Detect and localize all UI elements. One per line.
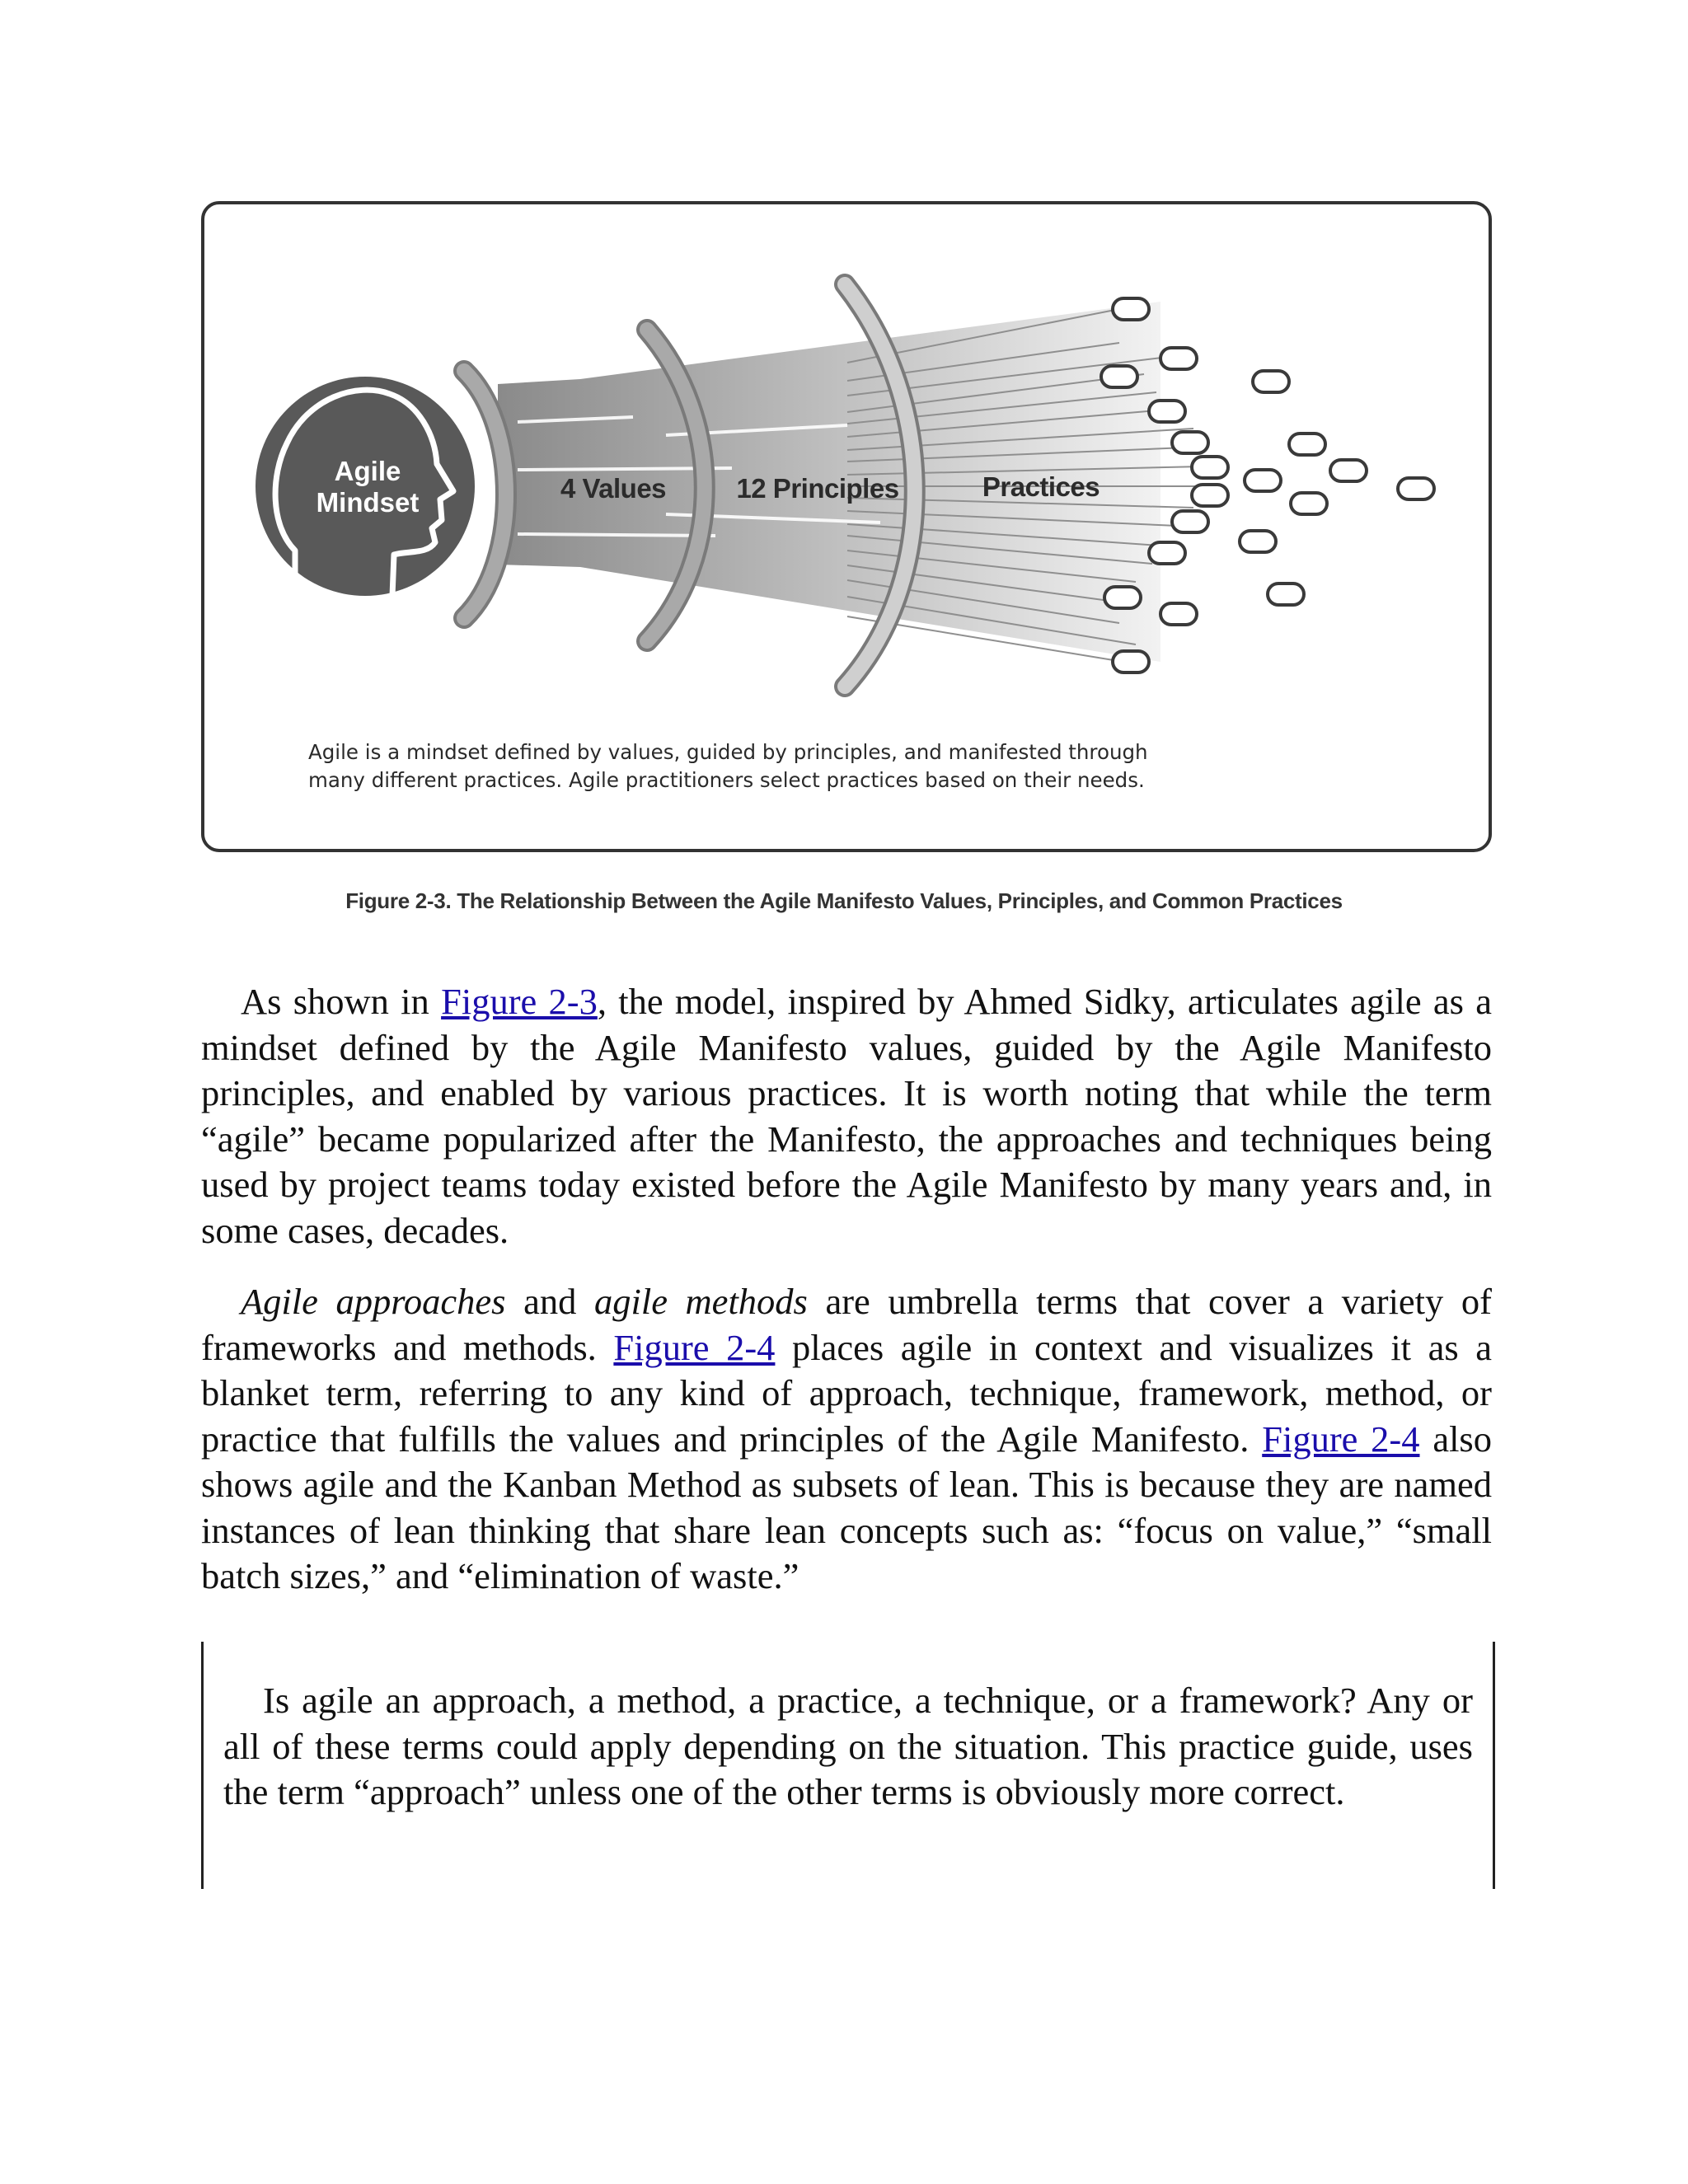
principles-label: 12 Principles [736, 473, 899, 504]
practice-pill [1330, 460, 1367, 481]
practices-label: Practices [982, 471, 1100, 502]
callout-box [201, 1642, 1495, 1889]
term-agile-approaches: Agile approaches [241, 1281, 506, 1322]
mindset-circle [256, 377, 475, 596]
practice-pill [1268, 583, 1304, 605]
practice-pill [1104, 587, 1141, 608]
practice-pill [1172, 432, 1208, 453]
figure-frame [201, 201, 1492, 852]
practice-pill [1240, 531, 1276, 552]
practice-pill [1172, 511, 1208, 532]
callout-body: Is agile an approach, a method, a practice, a technique, or a framework? Any or all of these terms could apply depending on the situation. This practice guide, uses the term “approach” unless one of the other terms is obviously more correct. [223, 1680, 1473, 1812]
practice-pill [1289, 434, 1325, 455]
callout-text [223, 1678, 1473, 1816]
practice-pill [1291, 493, 1327, 514]
paragraph-1 [201, 979, 1492, 1254]
practice-pill [1398, 478, 1434, 499]
paragraph-1-rest: , the model, inspired by Ahmed Sidky, articulates agile as a mindset defined by the Agile Manifesto values, guided by the Agile Manifesto principles, and enabled by various practices. It is worth noting that while the term “agile” became popularized after the Manifesto, the approaches and techniques being used by project teams today existed before the Agile Manifesto by many years and, in some cases, decades. [201, 981, 1493, 1251]
practice-pill [1149, 401, 1185, 422]
practice-pill [1253, 371, 1289, 392]
figure-caption: Figure 2-3. The Relationship Between the Agile Manifesto Values, Principles, and Common Practices [345, 888, 1343, 913]
practice-pill [1149, 542, 1185, 564]
paragraph-2-part-3: also shows agile and the Kanban Method as subsets of lean. This is because they are named instances of lean thinking that share lean concepts such as: “focus on value,” “small batch sizes,” and “elimination of waste.” [201, 1418, 1492, 1596]
figure-2-4-link-second[interactable]: Figure 2-4 [1262, 1418, 1420, 1460]
paragraph-2 [201, 1279, 1492, 1600]
mindset-label-line2: Mindset [316, 487, 420, 518]
paragraph-2-part-2: places agile in context and visualizes it as a blanket term, referring to any kind of approach, technique, framework, method, or practice that fulfills the values and principles of the Agile Manifesto. [201, 1326, 1492, 1460]
practice-pill [1192, 457, 1228, 478]
practice-pill [1160, 348, 1197, 369]
practice-pill [1160, 603, 1197, 625]
figure-note-line-1: Agile is a mindset defined by values, guided by principles, and manifested through [308, 740, 1148, 764]
values-label: 4 Values [560, 473, 667, 504]
paragraph-1-lead: As shown in [241, 981, 442, 1022]
paragraph-2-and: and [505, 1281, 594, 1322]
figure-note [308, 738, 1380, 794]
practice-pill [1245, 470, 1281, 491]
practice-pill [1113, 651, 1149, 673]
paragraph-2-part-1: are umbrella terms that cover a variety of frameworks and methods. [201, 1281, 1492, 1368]
practice-pill [1113, 298, 1149, 320]
practice-pill [1101, 366, 1137, 387]
practice-pill [1192, 485, 1228, 506]
term-agile-methods: agile methods [593, 1281, 808, 1322]
mindset-label-line1: Agile [334, 456, 401, 486]
figure-note-line-2: many different practices. Agile practitioners select practices based on their needs. [308, 768, 1145, 792]
figure-2-4-link[interactable]: Figure 2-4 [613, 1326, 776, 1368]
figure-2-3-link[interactable]: Figure 2-3 [441, 981, 598, 1022]
